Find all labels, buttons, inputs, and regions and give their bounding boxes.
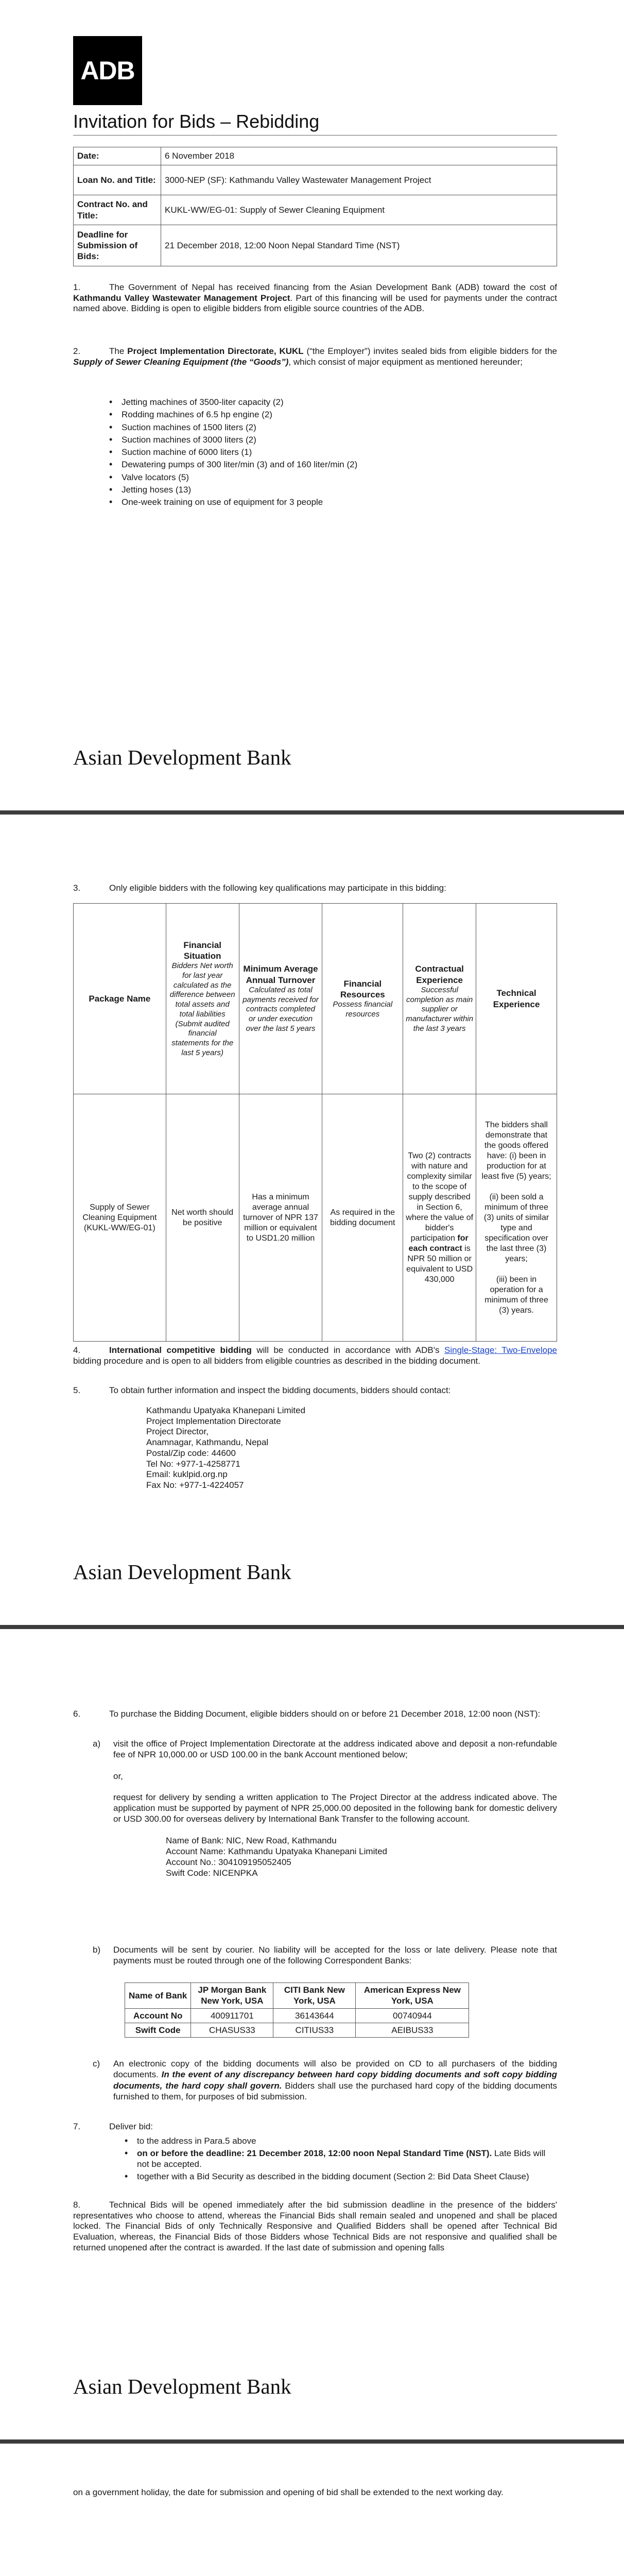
- contact-line: Tel No: +977-1-4258771: [146, 1459, 240, 1469]
- adb-logo: ADB: [73, 36, 142, 105]
- para-number: 1.: [73, 282, 81, 292]
- table-cell: Has a minimum average annual turnover of NPR 137 million or equivalent to USD1.20 million: [239, 1094, 322, 1342]
- column-header: American Express New York, USA: [356, 1983, 469, 2009]
- list-item: • together with a Bid Security as described in the bidding document (Section 2: Bid Data Sheet Clause): [125, 2171, 557, 2182]
- goods-name: Supply of Sewer Cleaning Equipment (the “Goods”): [73, 357, 289, 367]
- table-row: [125, 2023, 469, 2037]
- para-number: 7.: [73, 2122, 81, 2131]
- info-row-contract: [74, 195, 557, 225]
- info-label: Deadline for Submission of Bids:: [74, 225, 161, 266]
- paragraph-1: [73, 282, 557, 314]
- page-1: [0, 0, 624, 810]
- bank-detail-line: Swift Code: NICENPKA: [166, 1868, 258, 1878]
- item-letter: c): [93, 2059, 100, 2069]
- para-text: will be conducted in accordance with ADB's: [251, 1345, 444, 1355]
- table-cell: AEIBUS33: [356, 2023, 469, 2037]
- item-c: [93, 2058, 557, 2102]
- contact-line: Postal/Zip code: 44600: [146, 1448, 236, 1458]
- paragraph-8: [73, 2200, 557, 2253]
- para-text: on a government holiday, the date for submission and opening of bid shall be extended to the next working day.: [73, 2487, 504, 2497]
- item-text: or,: [113, 1771, 123, 1781]
- paragraph-5: [73, 1385, 557, 1396]
- table-cell: Supply of Sewer Cleaning Equipment (KUKL-WW/EG-01): [74, 1094, 166, 1342]
- page-footer: Asian Development Bank: [73, 2375, 291, 2398]
- column-header: JP Morgan Bank New York, USA: [191, 1983, 273, 2009]
- paragraph-2: [73, 346, 557, 367]
- qualifications-table-container: [73, 903, 557, 1342]
- para-text: bidding procedure and is open to all bidders from eligible countries as described in the bidding document.: [73, 1355, 480, 1366]
- list-item: • Suction machines of 1500 liters (2): [109, 422, 557, 433]
- delivery-list: [125, 2136, 557, 2182]
- bank-detail-line: Account Name: Kathmandu Upatyaka Khanepani Limited: [166, 1846, 387, 1856]
- page-footer: Asian Development Bank: [73, 1560, 291, 1584]
- page-2: [0, 815, 624, 1625]
- discrepancy-note: In the event of any discrepancy between hard copy bidding documents and soft copy bidding documents, the hard copy shall govern.: [113, 2070, 557, 2091]
- column-header: Technical Experience: [476, 904, 557, 1094]
- table-cell: Two (2) contracts with nature and complexity similar to the scope of supply described in Section 6, where the value of bidder's participation for each contract is NPR 50 million or equivalent to USD 430,000: [403, 1094, 476, 1342]
- para-text: Technical Bids will be opened immediately after the bid submission deadline in the presence of the bidders' representatives who choose to attend, whereas the Financial Bids shall remain sealed and unopened and shall be placed locked. The Financial Bids of only Technically Responsive and Qualified Bidders shall be opened after Technical Bid Evaluation, whereas, the Financial Bids of those Bidders whose Technical Bids are not responsive and qualified shall be returned unopened after the contract is awarded. If the last date of submission and opening falls: [73, 2200, 557, 2252]
- equipment-list: [109, 397, 557, 507]
- column-header: Financial Resources Possess financial resources: [322, 904, 403, 1094]
- bank-detail-line: Account No.: 304109195052405: [166, 1857, 291, 1867]
- para-text: , which consist of major equipment as mentioned hereunder;: [288, 357, 523, 367]
- table-header-row: [125, 1983, 469, 2009]
- info-value: 3000-NEP (SF): Kathmandu Valley Wastewater Management Project: [161, 165, 557, 195]
- list-item: • Valve locators (5): [109, 472, 557, 483]
- info-label: Date:: [74, 147, 161, 165]
- contact-line: Fax No: +977-1-4224057: [146, 1480, 244, 1490]
- table-header-row: [74, 904, 557, 1094]
- page-separator: [0, 1625, 624, 1629]
- table-cell: CHASUS33: [191, 2023, 273, 2037]
- para-number: 3.: [73, 883, 81, 893]
- paragraph-3: [73, 883, 557, 894]
- para-number: 6.: [73, 1709, 81, 1719]
- table-row: [125, 2008, 469, 2023]
- qualifications-table: [73, 903, 557, 1342]
- info-value: KUKL-WW/EG-01: Supply of Sewer Cleaning Equipment: [161, 195, 557, 225]
- para-text: The Government of Nepal has received financing from the Asian Development Bank (ADB) toward the cost of: [109, 282, 557, 292]
- list-item: • One-week training on use of equipment for 3 people: [109, 497, 557, 507]
- bid-info-table: [73, 147, 557, 266]
- employer-name: Project Implementation Directorate, KUKL: [127, 346, 304, 356]
- info-value: 21 December 2018, 12:00 Noon Nepal Standard Time (NST): [161, 225, 557, 266]
- table-cell: 400911701: [191, 2008, 273, 2023]
- table-cell: Swift Code: [125, 2023, 191, 2037]
- table-cell: Net worth should be positive: [166, 1094, 239, 1342]
- item-b: [93, 1944, 557, 1967]
- para-number: 4.: [73, 1345, 81, 1355]
- correspondent-banks-table: [125, 1982, 469, 2038]
- contact-line: Anamnagar, Kathmandu, Nepal: [146, 1437, 269, 1448]
- para-text: To obtain further information and inspect the bidding documents, bidders should contact:: [109, 1385, 451, 1395]
- para-number: 8.: [73, 2200, 81, 2210]
- list-item: • Suction machines of 3000 liters (2): [109, 434, 557, 445]
- list-item: • to the address in Para.5 above: [125, 2136, 557, 2146]
- page-separator: [0, 810, 624, 815]
- para-text: . Part of this financing will be used for payments under the contract named above. Bidding is open to eligible bidders from eligible source countries of the ADB.: [73, 293, 558, 314]
- para-text: (“the Employer”) invites sealed bids from eligible bidders for the: [303, 346, 557, 356]
- equipment-list-container: [73, 397, 557, 509]
- page-title: Invitation for Bids – Rebidding: [73, 111, 320, 132]
- contact-line: Project Implementation Directorate: [146, 1416, 281, 1426]
- list-item: • Suction machine of 6000 liters (1): [109, 447, 557, 457]
- table-cell: As required in the bidding document: [322, 1094, 403, 1342]
- column-header: CITI Bank New York, USA: [273, 1983, 356, 2009]
- bank-details: [166, 1835, 557, 1879]
- para-number: 2.: [73, 346, 81, 356]
- para-number: 5.: [73, 1385, 81, 1395]
- paragraph-8-continued: [73, 2487, 557, 2498]
- item-text: An electronic copy of the bidding documents will also be provided on CD to all purchasers of the bidding documents.: [113, 2059, 557, 2080]
- page-3: [0, 1629, 624, 2439]
- contact-line: Email: kuklpid.org.np: [146, 1469, 228, 1480]
- item-text: request for delivery by sending a written application to The Project Director at the address indicated above. The application must be supported by payment of NPR 25,000.00 deposited in the following bank for domestic delivery or USD 300.00 for overseas delivery by International Bank Transfer to the following account.: [113, 1792, 557, 1824]
- bidding-type: International competitive bidding: [109, 1345, 252, 1355]
- item-text: visit the office of Project Implementation Directorate at the address indicated above and deposit a non-refundable fee of NPR 10,000.00 or USD 100.00 in the bank Account mentioned below;: [113, 1739, 557, 1760]
- column-header: Minimum Average Annual Turnover Calculated as total payments received for contracts completed or under execution over the last 5 years: [239, 904, 322, 1094]
- column-header: Financial Situation Bidders Net worth for last year calculated as the difference between total assets and total liabilities (Submit audited financial statements for the last 5 years): [166, 904, 239, 1094]
- table-cell: Account No: [125, 2008, 191, 2023]
- item-a: [93, 1738, 557, 1879]
- table-row: [74, 1094, 557, 1342]
- info-row-date: [74, 147, 557, 165]
- para-text: Only eligible bidders with the following key qualifications may participate in this bidding:: [109, 883, 446, 893]
- column-header: Contractual Experience Successful completion as main supplier or manufacturer within the last 3 years: [403, 904, 476, 1094]
- page-separator: [0, 2439, 624, 2444]
- para-text: The: [109, 346, 128, 356]
- page-4: [0, 2444, 624, 2576]
- paragraph-4: [73, 1345, 557, 1366]
- procedure-link[interactable]: Single-Stage: Two-Envelope: [444, 1345, 557, 1355]
- project-name: Kathmandu Valley Wastewater Management Project: [73, 293, 290, 303]
- table-cell: The bidders shall demonstrate that the goods offered have: (i) been in production for at least five (5) years; (ii) been sold a minimum of three (3) units of similar type and specification over the last three (3) years; (iii) been in operation for a minimum of three (3) years.: [476, 1094, 557, 1342]
- item-text: Documents will be sent by courier. No liability will be accepted for the loss or late delivery. Please note that payments must be routed through one of the following Correspondent Banks:: [113, 1945, 557, 1966]
- banks-table-container: [93, 1982, 469, 2038]
- table-cell: CITIUS33: [273, 2023, 356, 2037]
- list-item: • Rodding machines of 6.5 hp engine (2): [109, 409, 557, 420]
- paragraph-6: [73, 1709, 557, 1720]
- contact-block: [73, 1405, 305, 1491]
- column-header: Name of Bank: [125, 1983, 191, 2009]
- column-header: Package Name: [74, 904, 166, 1094]
- table-cell: 36143644: [273, 2008, 356, 2023]
- bank-detail-line: Name of Bank: NIC, New Road, Kathmandu: [166, 1835, 337, 1845]
- contact-line: Kathmandu Upatyaka Khanepani Limited: [146, 1405, 306, 1415]
- info-row-deadline: [74, 225, 557, 266]
- list-item: • Dewatering pumps of 300 liter/min (3) and of 160 liter/min (2): [109, 459, 557, 470]
- item-letter: a): [93, 1739, 101, 1749]
- table-cell: 00740944: [356, 2008, 469, 2023]
- list-item: • Jetting machines of 3500-liter capacity (2): [109, 397, 557, 408]
- item-letter: b): [93, 1945, 101, 1955]
- info-label: Contract No. and Title:: [74, 195, 161, 225]
- info-value: 6 November 2018: [161, 147, 557, 165]
- contact-line: Project Director,: [146, 1427, 209, 1437]
- item-text: Bidders shall use the purchased hard copy of the bidding documents furnished to them, for purposes of bid submission.: [113, 2080, 557, 2102]
- page-footer: Asian Development Bank: [73, 745, 291, 769]
- info-row-loan: [74, 165, 557, 195]
- paragraph-7: [73, 2122, 557, 2184]
- para-text: To purchase the Bidding Document, eligible bidders should on or before 21 December 2018, 12:00 noon (NST):: [109, 1709, 541, 1719]
- para-text: Deliver bid:: [109, 2122, 153, 2131]
- list-item: • on or before the deadline: 21 December 2018, 12:00 noon Nepal Standard Time (NST). Late Bids will not be accepted.: [125, 2148, 557, 2170]
- info-label: Loan No. and Title:: [74, 165, 161, 195]
- list-item: • Jetting hoses (13): [109, 484, 557, 495]
